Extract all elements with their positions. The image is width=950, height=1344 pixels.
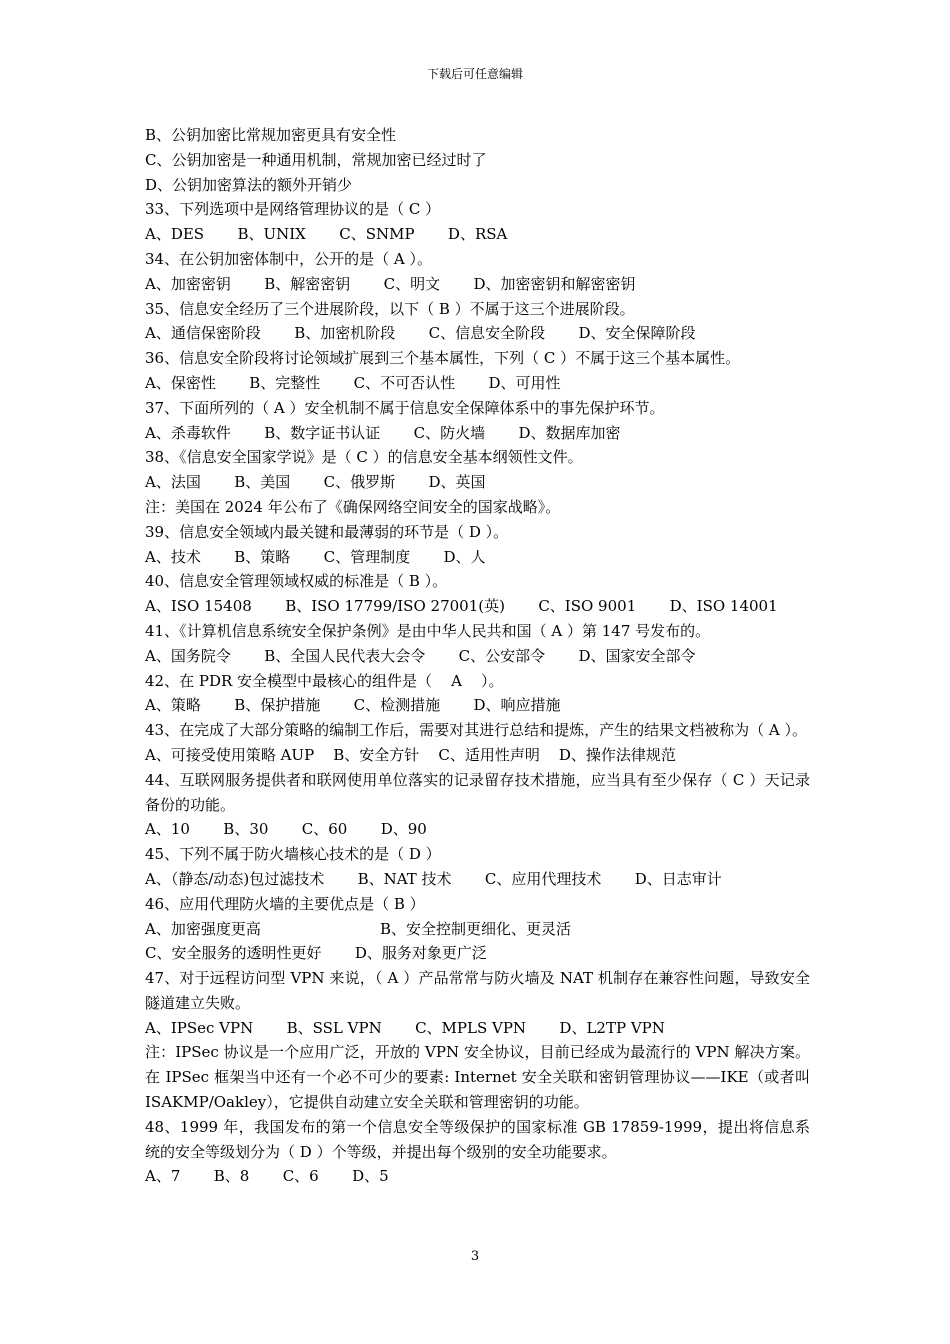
text-line: A、杀毒软件 B、数字证书认证 C、防火墙 D、数据库加密 [145,423,621,442]
text-line: 42、在 PDR 安全模型中最核心的组件是（ A ）。 [145,671,504,690]
text-line: 39、信息安全领域内最关键和最薄弱的环节是（ D ）。 [145,522,509,541]
text-line: 注：IPSec 协议是一个应用广泛，开放的 VPN 安全协议，目前已经成为最流行的 VPN 解决方案。在 IPSec 框架当中还有一个必不可少的要素: Internet 安全关联和密钥管理协议——IKE（或者叫 ISAKMP/Oakley），它提供自动建立安全关联和管理密钥的功能。 [145,1043,810,1112]
text-line: 47、对于远程访问型 VPN 来说，（ A ）产品常常与防火墙及 NAT 机制存在兼容性问题，导致安全隧道建立失败。 [145,969,810,1012]
text-line: C、安全服务的透明性更好 D、服务对象更广泛 [145,944,487,963]
text-line: A、技术 B、策略 C、管理制度 D、人 [145,547,486,566]
text-line: A、法国 B、美国 C、俄罗斯 D、英国 [145,473,486,492]
text-line: A、可接受使用策略 AUP B、安全方针 C、适用性声明 D、操作法律规范 [145,745,676,764]
text-line: 48、1999 年，我国发布的第一个信息安全等级保护的国家标准 GB 17859-1999，提出将信息系统的安全等级划分为（ D ）个等级，并提出每个级别的安全功能要求。 [145,1117,810,1161]
text-line: 36、信息安全阶段将讨论领域扩展到三个基本属性，下列（ C ）不属于这三个基本属性。 [145,349,741,368]
text-line: 注：美国在 2024 年公布了《确保网络空间安全的国家战略》。 [145,497,561,516]
text-line: 43、在完成了大部分策略的编制工作后，需要对其进行总结和提炼，产生的结果文档被称为（ A ）。 [145,721,807,740]
text-line: C、公钥加密是一种通用机制，常规加密已经过时了 [145,150,487,169]
text-line: 45、下列不属于防火墙核心技术的是（ D ） [145,845,441,864]
text-line: A、国务院令 B、全国人民代表大会令 C、公安部令 D、国家安全部令 [145,646,696,665]
text-line: 44、互联网服务提供者和联网使用单位落实的记录留存技术措施，应当具有至少保存（ C ）天记录备份的功能。 [145,770,810,814]
text-line: A、策略 B、保护措施 C、检测措施 D、响应措施 [145,696,561,715]
text-line: B、公钥加密比常规加密更具有安全性 [145,126,397,144]
text-line: 40、信息安全管理领域权威的标准是（ B ）。 [145,572,448,591]
text-line: 41、《计算机信息系统安全保护条例》是由中华人民共和国（ A ）第 147 号发布的。 [145,621,711,640]
text-line: 37、下面所列的（ A ）安全机制不属于信息安全保障体系中的事先保护环节。 [145,398,665,417]
text-line: A、加密密钥 B、解密密钥 C、明文 D、加密密钥和解密密钥 [145,274,636,293]
text-line: A、IPSec VPN B、SSL VPN C、MPLS VPN D、L2TP VPN [145,1018,665,1037]
text-line: D、公钥加密算法的额外开销少 [145,175,353,194]
text-line: 34、在公钥加密体制中，公开的是（ A ）。 [145,249,432,268]
text-line: A、保密性 B、完整性 C、不可否认性 D、可用性 [145,373,561,392]
text-line: 46、应用代理防火墙的主要优点是（ B ） [145,894,425,913]
text-line: A、DES B、UNIX C、SNMP D、RSA [145,225,508,244]
text-line: 38、《信息安全国家学说》是（ C ）的信息安全基本纲领性文件。 [145,448,583,467]
text-line: A、ISO 15408 B、ISO 17799/ISO 27001(英) C、ISO 9001 D、ISO 14001 [145,597,778,616]
text-line: A、通信保密阶段 B、加密机阶段 C、信息安全阶段 D、安全保障阶段 [145,324,696,343]
text-line: A、7 B、8 C、6 D、5 [145,1167,389,1186]
text-line: A、10 B、30 C、60 D、90 [145,820,427,839]
text-line: A、加密强度更高 B、安全控制更细化、更灵活 [145,919,572,938]
page-header: 下载后可任意编辑 [426,67,523,81]
text-line: 35、信息安全经历了三个进展阶段，以下（ B ）不属于这三个进展阶段。 [145,299,635,318]
text-line: A、（静态/动态)包过滤技术 B、NAT 技术 C、应用代理技术 D、日志审计 [145,869,722,888]
text-line: 33、下列选项中是网络管理协议的是（ C ） [145,200,441,219]
page-number: 3 [470,1249,480,1264]
document-body [145,123,810,1189]
